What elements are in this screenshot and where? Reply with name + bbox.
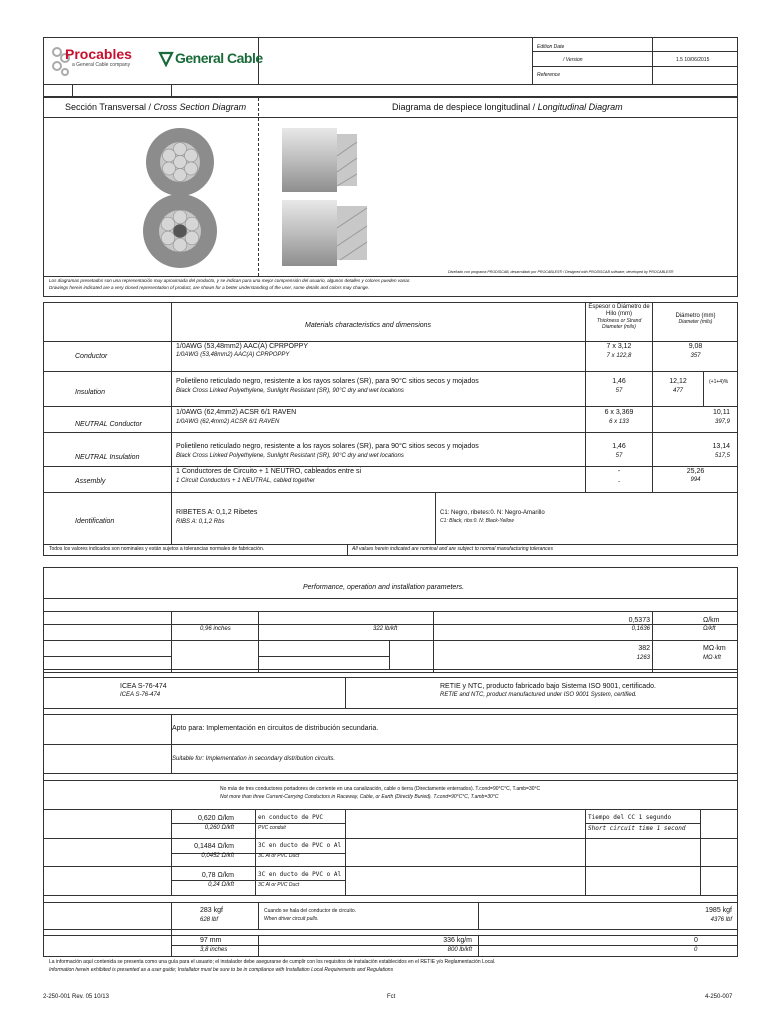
thick-mils-neutral-conductor: 6 x 133 bbox=[609, 419, 629, 425]
impedance-2-condition-es: 3C en ducto de PVC o Al bbox=[258, 842, 342, 849]
resistance-unit-alt: Ω/kft bbox=[703, 626, 716, 632]
dia-tolerance-insulation: (+1+4)% bbox=[709, 379, 729, 385]
thick-mm-conductor: 7 x 3,12 bbox=[606, 343, 632, 350]
footer-right: 4-250-007 bbox=[705, 994, 733, 1000]
conductors-note-en: Not more than three Current-Carrying Conductors in Raceway, Cable, or Earth (Directly Buried). T.cond=90°C°C, T.amb=30°C bbox=[220, 794, 499, 800]
procables-name: Procables bbox=[65, 46, 132, 62]
reference-label: Reference bbox=[537, 72, 561, 78]
edition-date-label: Edition Date bbox=[537, 44, 565, 50]
weight-lbkft: 322 lb/kft bbox=[373, 626, 398, 632]
row-label-identification: Identification bbox=[75, 518, 115, 525]
procables-logo bbox=[50, 44, 145, 78]
insulation-resistance-unit-alt: MΩ·kft bbox=[703, 655, 721, 661]
row-label-neutral-conductor: NEUTRAL Conductor bbox=[75, 421, 142, 428]
pull-lbf: 628 lbf bbox=[200, 917, 219, 923]
ribs-en: RIBS A: 0,1,2 Rbs bbox=[176, 519, 225, 525]
tension-kgf: 1985 kgf bbox=[705, 907, 732, 914]
zero-value-b: 0 bbox=[694, 947, 698, 953]
col-diameter-header: Diámetro (mm) Diameter (mils) bbox=[675, 313, 716, 325]
general-cable-logo bbox=[158, 48, 263, 72]
dia-mils-conductor: 357 bbox=[690, 353, 701, 359]
thick-mm-neutral-conductor: 6 x 3,369 bbox=[604, 409, 634, 416]
thick-mm-neutral-insulation: 1,46 bbox=[612, 443, 626, 450]
thick-mils-neutral-insulation: 57 bbox=[615, 453, 623, 459]
standard-es: ICEA S-76-474 bbox=[120, 683, 167, 690]
colors-es: C1: Negro, ribetes:0. N: Negro-Amarillo bbox=[440, 510, 545, 516]
impedance-3-condition-en: 3C Al or PVC Duct bbox=[258, 882, 300, 888]
disclaimer-es: Los diagramas presetados son una representación muy aproximada del producto, y se indican para una mejor comprensión del usuario, algunos detalles y colores pueden variar. bbox=[49, 278, 411, 283]
pull-note-en: When driver circuit pulls. bbox=[264, 916, 319, 922]
footer-center: Fct bbox=[387, 994, 396, 1000]
footer-note-es: La información aquí contenida se presenta como una guía para el usuario; el instalador debe asegurarse de cumplir con los requisitos de instalación establecidos en el RETIE y/o Reglamentación Local. bbox=[49, 959, 496, 965]
insulation-resistance-unit: MΩ·km bbox=[703, 645, 726, 652]
row-label-assembly: Assembly bbox=[75, 478, 106, 485]
thick-mils-assembly: - bbox=[618, 479, 620, 485]
row-desc-es-conductor: 1/0AWG (53,48mm2) AAC(A) CPRPOPPY bbox=[176, 343, 308, 350]
row-desc-es-neutral-insulation: Polietileno reticulado negro, resistente a los rayos solares (SR), para 90°C sitios secos y mojados bbox=[176, 443, 479, 450]
impedance-3-value-alt: 0,24 Ω/kft bbox=[208, 882, 234, 888]
impedance-1-condition-en: PVC conduit bbox=[258, 825, 286, 831]
row-desc-en-assembly: 1 Circuit Conductors + 1 NEUTRAL, cabled together bbox=[176, 478, 315, 484]
version-value: 1.5 10/06/2015 bbox=[676, 57, 710, 63]
pull-note-es: Cuando se hala del conductor de circuito. bbox=[264, 908, 357, 914]
insulation-resistance-alt: 1263 bbox=[636, 655, 650, 661]
version-label: / Version bbox=[563, 57, 583, 63]
dia-mils-neutral-conductor: 397,9 bbox=[714, 419, 730, 425]
insulation-resistance: 382 bbox=[638, 645, 650, 652]
bend-inches: 0,96 inches bbox=[200, 626, 231, 632]
thick-mils-conductor: 7 x 122,8 bbox=[606, 353, 632, 359]
row-desc-en-neutral-conductor: 1/0AWG (62,4mm2) ACSR 6/1 RAVEN bbox=[176, 419, 280, 425]
resistance-unit: Ω/km bbox=[703, 617, 720, 624]
mass-kgm: 336 kg/m bbox=[443, 937, 472, 944]
resistance-value: 0,5373 bbox=[628, 617, 650, 624]
tolerance-note-es: Todos los valores indicados son nominales y están sujetos a tolerancias normales de fabricación. bbox=[49, 546, 265, 552]
header-box bbox=[43, 37, 738, 97]
impedance-1-condition-es: en conducto de PVC bbox=[258, 814, 324, 821]
pull-kgf: 283 kgf bbox=[200, 907, 223, 914]
certification-es: RETIE y NTC, producto fabricado bajo Sistema ISO 9001, certificado. bbox=[440, 683, 656, 690]
impedance-1-value: 0,620 Ω/km bbox=[198, 815, 234, 822]
radius-mm: 97 mm bbox=[200, 937, 222, 944]
dia-mm-neutral-conductor: 10,11 bbox=[713, 409, 730, 416]
impedance-3-value: 0,78 Ω/km bbox=[201, 872, 234, 879]
ribs-es: RIBETES A: 0,1,2 Ribetes bbox=[176, 509, 258, 516]
certification-en: RETIE and NTC, product manufactured under ISO 9001 System, certified. bbox=[440, 692, 637, 698]
thick-mm-insulation: 1,46 bbox=[612, 378, 626, 385]
colors-en: C1: Black, ribs:0. N: Black-Yellow bbox=[440, 518, 514, 524]
thick-mm-assembly: - bbox=[617, 468, 621, 475]
standard-en: ICEA S-76-474 bbox=[120, 692, 161, 698]
general-cable-shield-icon bbox=[158, 51, 174, 67]
row-desc-en-conductor: 1/0AWG (53,48mm2) AAC(A) CPRPOPPY bbox=[176, 352, 290, 358]
footer-note-en: Information herein exhibited is presented as a user guide; Installator must be sure to be in compliance with Installation Local Requirements and Regulations bbox=[49, 967, 394, 973]
row-label-conductor: Conductor bbox=[75, 353, 108, 360]
conductors-note-es: No más de tres conductores portadores de corriente en una canalización, cable o tierra (Directamente enterrados). T.cond=90°C°C, T.amb=30°C bbox=[220, 786, 541, 792]
suitable-es: Apto para: Implementación en circuitos de distribución secundaria. bbox=[172, 725, 379, 732]
impedance-3-condition-es: 3C en ducto de PVC o Al bbox=[258, 871, 342, 878]
row-desc-es-insulation: Polietileno reticulado negro, resistente a los rayos solares (SR), para 90°C sitios secos y mojados bbox=[176, 378, 479, 385]
row-desc-en-insulation: Black Cross Linked Polyethylene, Sunlight Resistant (SR), 90°C dry and wet locations bbox=[176, 388, 404, 394]
impedance-2-value-alt: 0,0452 Ω/kft bbox=[201, 853, 234, 859]
impedance-2-value: 0,1484 Ω/km bbox=[194, 843, 234, 850]
short-circuit-es: Tiempo del CC 1 segundo bbox=[588, 814, 672, 821]
general-cable-name: General Cable bbox=[175, 50, 263, 66]
row-desc-es-assembly: 1 Conductores de Circuito + 1 NEUTRO, cableados entre si bbox=[176, 468, 362, 475]
mass-lbkft: 800 lb/kft bbox=[447, 947, 472, 953]
tension-lbf: 4376 lbf bbox=[710, 917, 732, 923]
dia-mm-conductor: 9,08 bbox=[688, 343, 703, 350]
dia-mils-insulation: 477 bbox=[672, 388, 683, 394]
dia-mm-neutral-insulation: 13,14 bbox=[712, 443, 730, 450]
longitudinal-drawing bbox=[280, 128, 380, 268]
disclaimer-en: Drawings herein indicated are a very closed representation of product, are shown for a better understanding of the user, some details and colors may change. bbox=[49, 285, 370, 290]
dia-mils-neutral-insulation: 517,5 bbox=[714, 453, 730, 459]
cross-section-heading: Sección Transversal / Cross Section Diagram bbox=[65, 102, 247, 112]
row-label-insulation: Insulation bbox=[75, 389, 105, 396]
dia-mm-insulation: 12,12 bbox=[669, 378, 687, 385]
col-thickness-header: Espesor o Diámetro de Hilo (mm) Thickness or Strand Diameter (mils) bbox=[588, 304, 650, 331]
cross-section-drawing bbox=[140, 125, 220, 270]
suitable-en: Suitable for: Implementation in secondary distribution circuits. bbox=[172, 756, 336, 762]
radius-inches: 3,8 inches bbox=[200, 947, 228, 953]
zero-value-a: 0 bbox=[694, 937, 698, 944]
impedance-1-value-alt: 0,260 Ω/kft bbox=[204, 825, 234, 831]
resistance-value-alt: 0,1636 bbox=[631, 626, 650, 632]
dia-mils-assembly: 994 bbox=[690, 477, 701, 483]
short-circuit-en: Short circuit time 1 second bbox=[588, 825, 686, 832]
procables-tagline: a General Cable company bbox=[72, 62, 131, 68]
designed-note: Diseñado con programa PRODISCAB, desarrollado por PROCABLES® / Designed with PRODISCAB software, developed by PROCABLES® bbox=[448, 270, 674, 274]
performance-title: Performance, operation and installation parameters. bbox=[303, 584, 465, 591]
row-desc-es-neutral-conductor: 1/0AWG (62,4mm2) ACSR 6/1 RAVEN bbox=[176, 409, 297, 416]
thick-mils-insulation: 57 bbox=[615, 388, 623, 394]
footer-left: 2-250-001 Rev. 05 10/13 bbox=[43, 994, 109, 1000]
materials-title: Materials characteristics and dimensions bbox=[305, 322, 432, 329]
tolerance-note-en: All values herein indicated are nominal and are subject to normal manufacturing tolerances bbox=[352, 546, 553, 552]
dia-mm-assembly: 25,26 bbox=[686, 468, 705, 475]
impedance-2-condition-en: 3C Al or PVC Duct bbox=[258, 853, 300, 859]
longitudinal-heading: Diagrama de despiece longitudinal / Longitudinal Diagram bbox=[392, 102, 623, 112]
row-desc-en-neutral-insulation: Black Cross Linked Polyethylene, Sunlight Resistant (SR), 90°C dry and wet locations bbox=[176, 453, 404, 459]
row-label-neutral-insulation: NEUTRAL Insulation bbox=[75, 454, 140, 461]
